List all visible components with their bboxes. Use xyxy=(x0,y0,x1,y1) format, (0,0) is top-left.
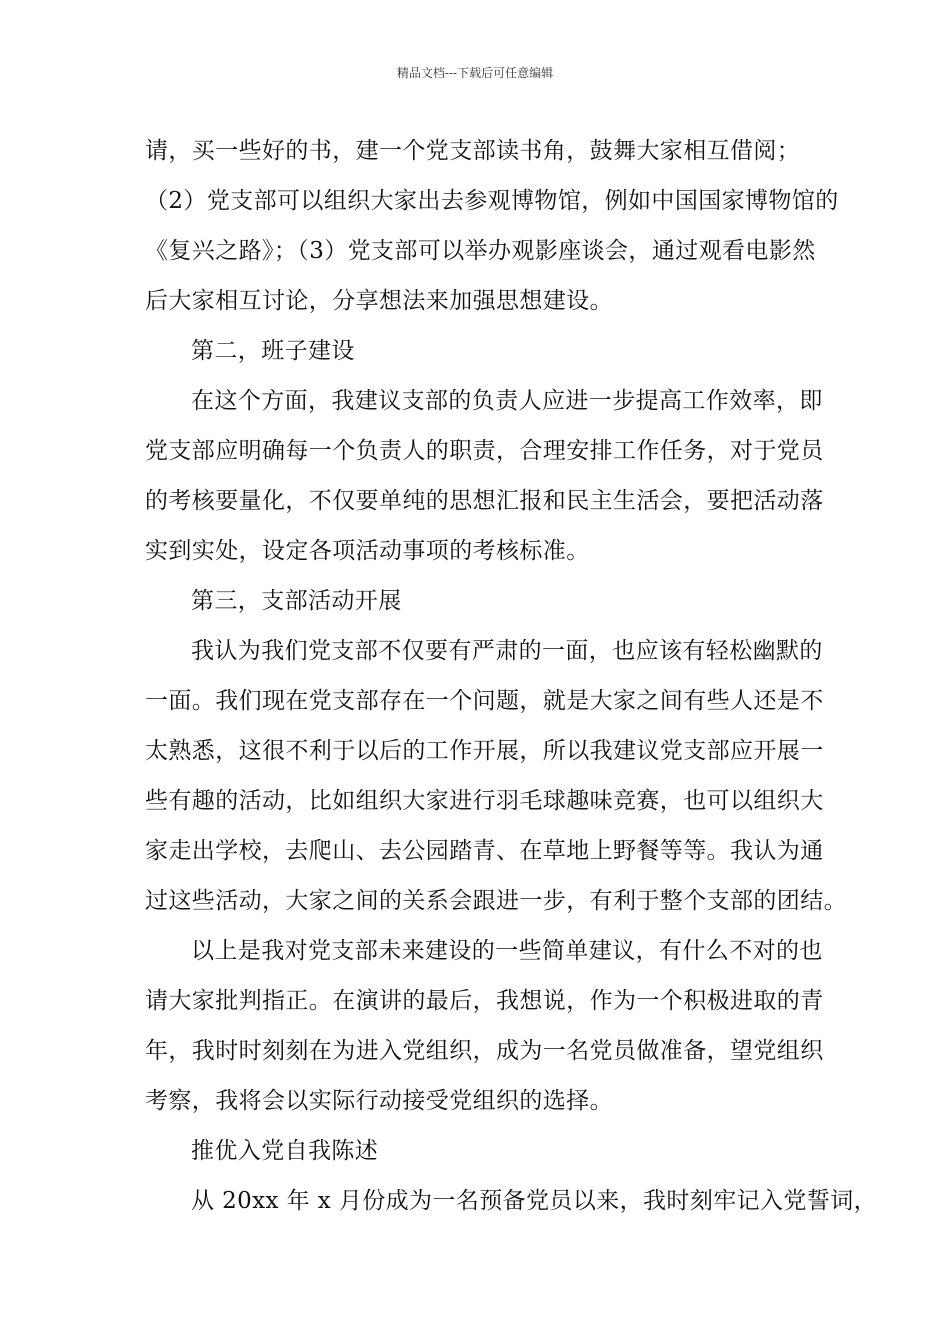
text-line-15: 家走出学校，去爬山、去公园踏青、在草地上野餐等等。我认为通 xyxy=(145,838,824,864)
section-heading-3: 第三，支部活动开展 xyxy=(191,588,402,614)
text-line-4: 后大家相互讨论，分享想法来加强思想建设。 xyxy=(145,288,613,314)
text-line-11: 我认为我们党支部不仅要有严肃的一面，也应该有轻松幽默的 xyxy=(191,638,823,664)
text-line-20: 考察，我将会以实际行动接受党组织的选择。 xyxy=(145,1088,613,1114)
text-line-22: 从 20xx 年 x 月份成为一名预备党员以来，我时刻牢记入党誓词， xyxy=(191,1188,878,1214)
text-line-3: 《复兴之路》；（3）党支部可以举办观影座谈会，通过观看电影然 xyxy=(145,238,816,264)
text-line-17: 以上是我对党支部未来建设的一些简单建议，有什么不对的也 xyxy=(191,938,823,964)
text-line-7: 党支部应明确每一个负责人的职责，合理安排工作任务，对于党员 xyxy=(145,438,824,464)
text-line-18: 请大家批判指正。在演讲的最后，我想说，作为一个积极进取的青 xyxy=(145,988,824,1014)
text-line-1: 请，买一些好的书，建一个党支部读书角，鼓舞大家相互借阅； xyxy=(145,138,801,164)
text-line-13: 太熟悉，这很不利于以后的工作开展，所以我建议党支部应开展一 xyxy=(145,738,824,764)
section-heading-2: 第二，班子建设 xyxy=(191,338,355,364)
text-line-16: 过这些活动，大家之间的关系会跟进一步，有利于整个支部的团结。 xyxy=(145,888,847,914)
text-line-19: 年，我时时刻刻在为进入党组织，成为一名党员做准备，望党组织 xyxy=(145,1038,824,1064)
text-line-9: 实到实处，设定各项活动事项的考核标准。 xyxy=(145,538,590,564)
page-header: 精品文档---下载后可任意编辑 xyxy=(396,66,554,80)
document-body xyxy=(145,126,878,1226)
text-line-6: 在这个方面，我建议支部的负责人应进一步提高工作效率，即 xyxy=(191,388,823,414)
text-line-2: （2）党支部可以组织大家出去参观博物馆，例如中国国家博物馆的 xyxy=(145,188,839,214)
text-line-8: 的考核要量化，不仅要单纯的思想汇报和民主生活会，要把活动落 xyxy=(145,488,824,514)
section-heading-self-statement: 推优入党自我陈述 xyxy=(191,1138,379,1164)
text-line-12: 一面。我们现在党支部存在一个问题，就是大家之间有些人还是不 xyxy=(145,688,824,714)
text-line-14: 些有趣的活动，比如组织大家进行羽毛球趣味竞赛，也可以组织大 xyxy=(145,788,824,814)
